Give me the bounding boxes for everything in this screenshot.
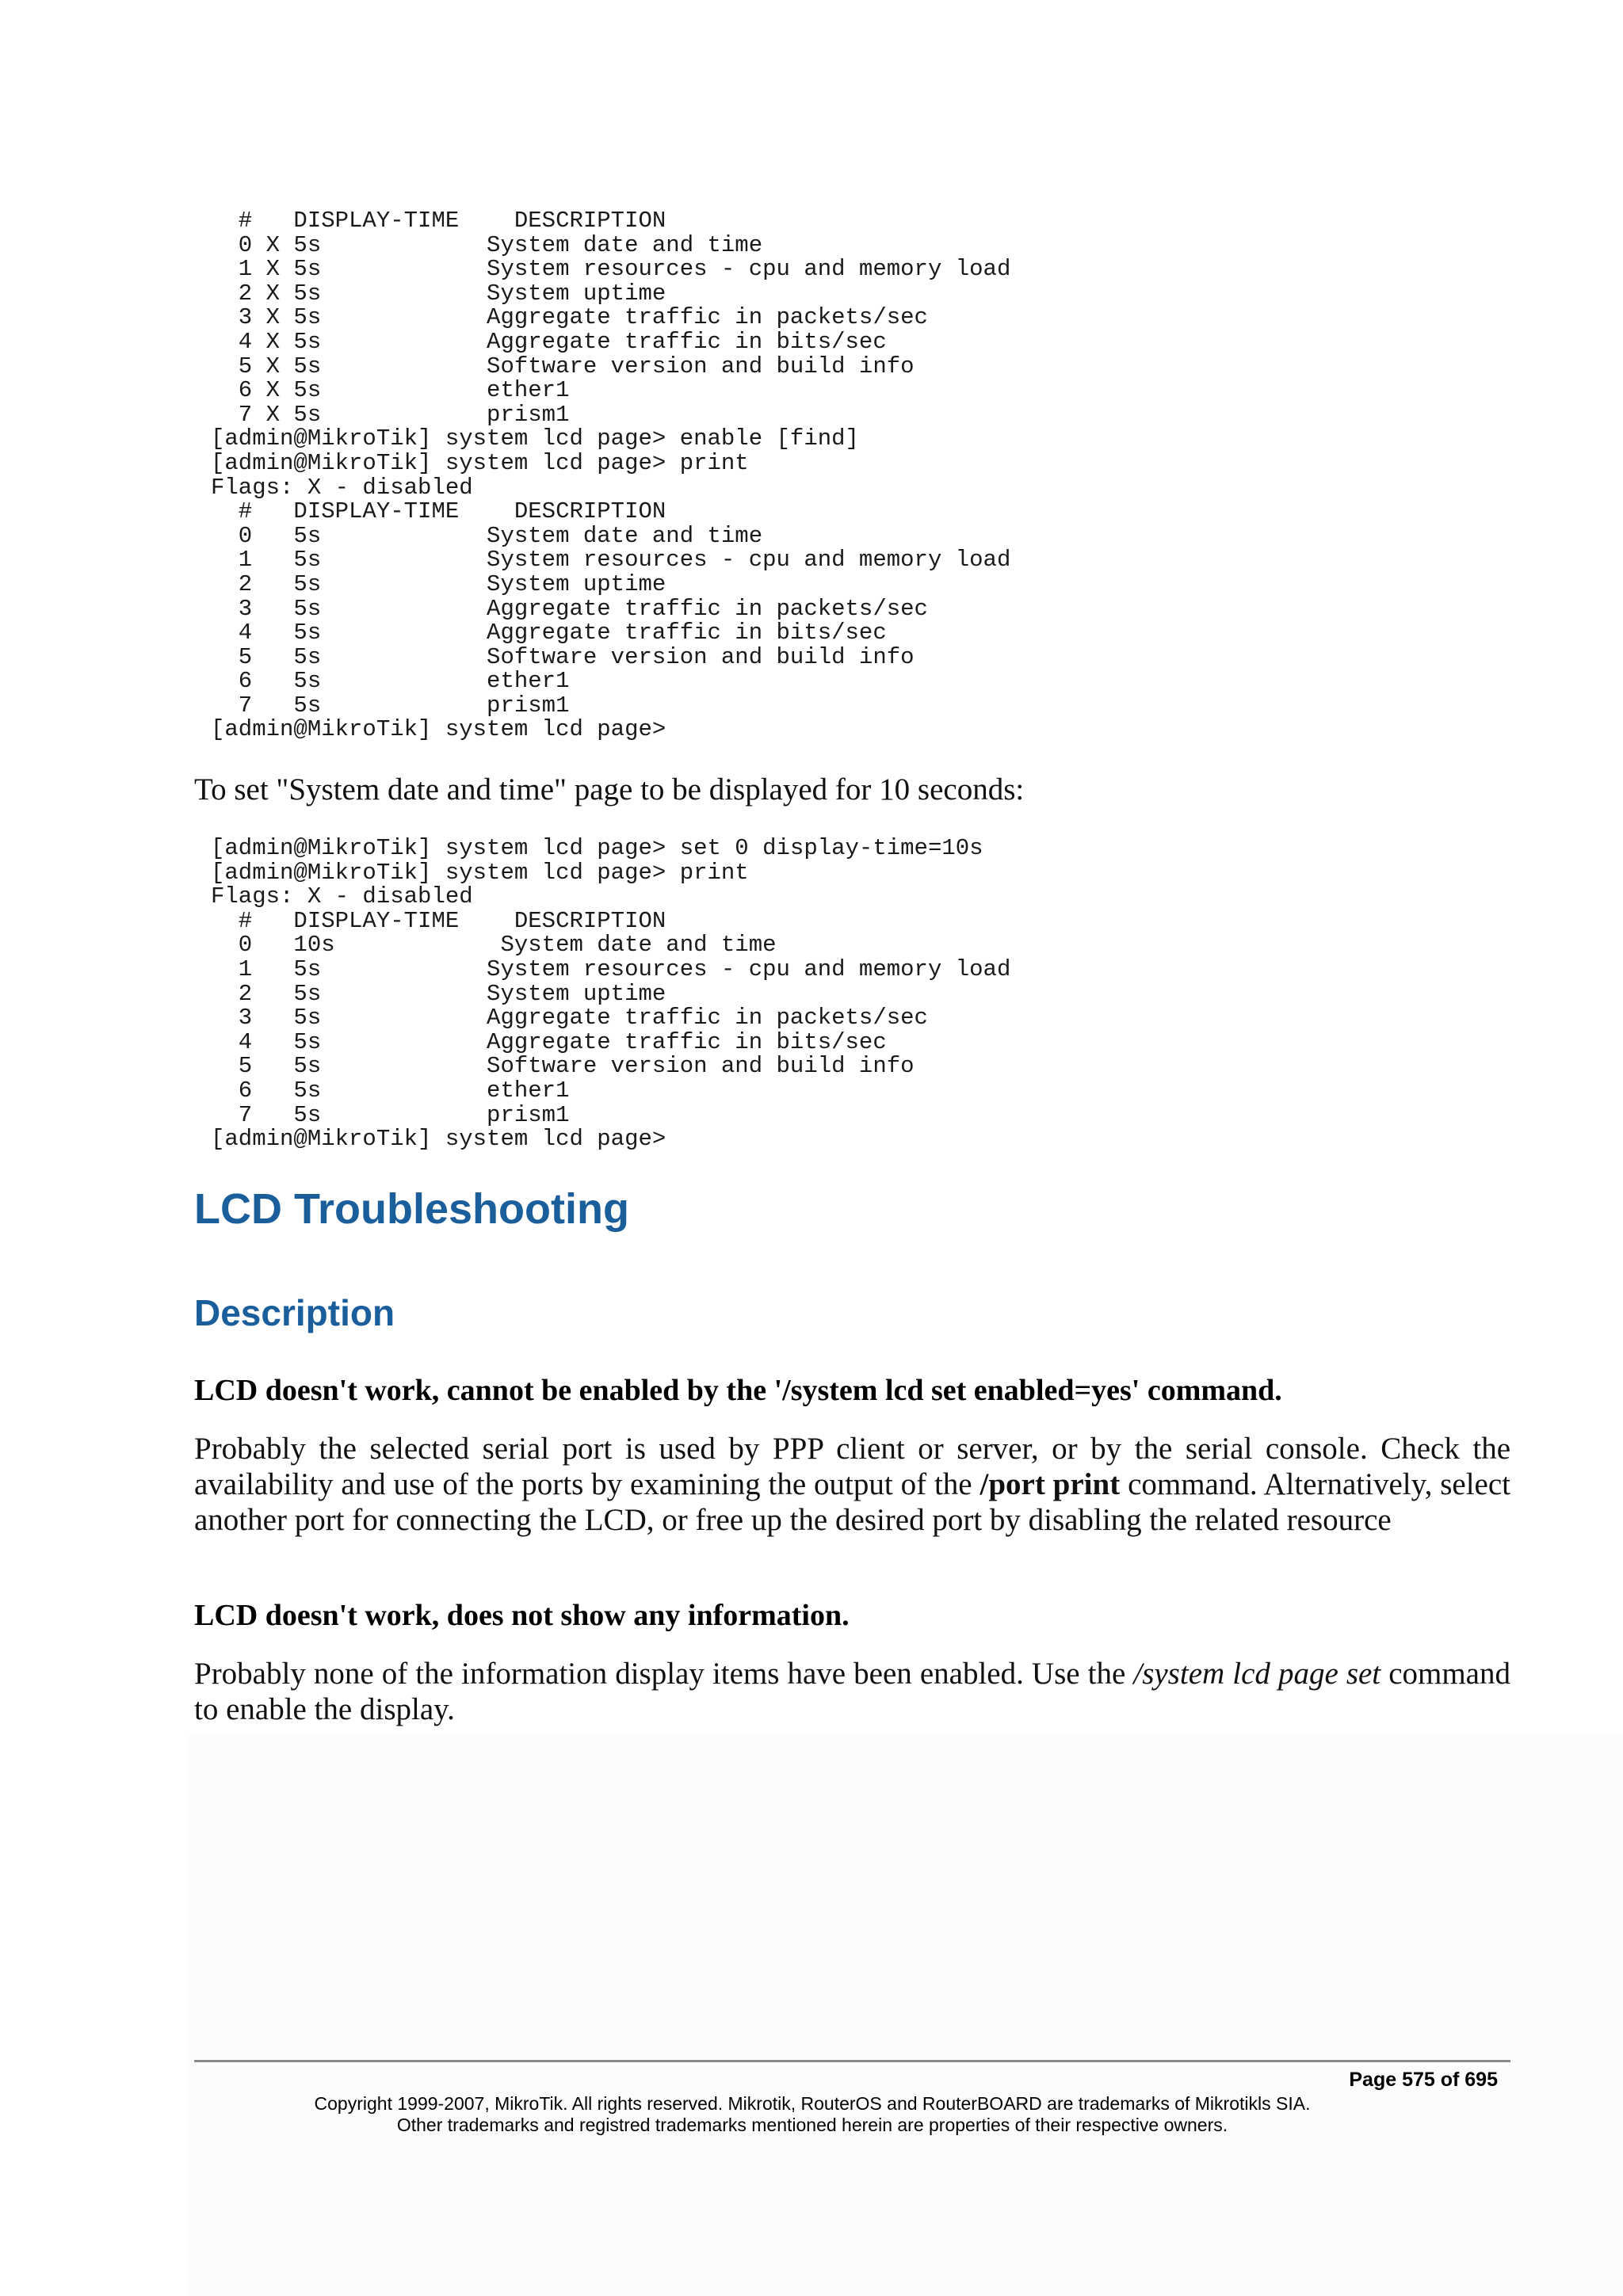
footer-copyright	[194, 2093, 1430, 2136]
issue-1-body	[194, 1431, 1510, 1538]
issue-1-text-after: command. Alternatively, select another port for connecting the LCD, or free up the desired port by disabling the related resource	[194, 1467, 1510, 1537]
issue-2-body	[194, 1656, 1510, 1727]
issue-2-text-after: command to enable the display.	[194, 1657, 1510, 1726]
page-number: Page 575 of 695	[1349, 2069, 1498, 2091]
intro-text: To set "System date and time" page to be displayed for 10 seconds:	[194, 772, 1025, 807]
issue-1-text-before: Probably the selected serial port is used by PPP client or server, or by the serial console. Check the availability and use of the ports by examining the output of the	[194, 1432, 1510, 1501]
code-block-set-display-time: [admin@MikroTik] system lcd page> set 0 display-time=10s [admin@MikroTik] system lcd page> print Flags: X - disabled # DISPLAY-TIME DESCRIPTION 0 10s System date and time 1 5s System resources - cpu and memory load 2 5s System uptime 3 5s Aggregate traffic in packets/sec 4 5s Aggregate traffic in bits/sec 5 5s Software version and build info 6 5s ether1 7 5s prism1 [admin@MikroTik] system lcd page>	[211, 835, 1011, 1153]
issue-2-title: LCD doesn't work, does not show any information.	[194, 1599, 850, 1632]
page-background-tint	[187, 1735, 1623, 2296]
issue-2-command: /system lcd page set	[1133, 1657, 1381, 1691]
issue-1-command: /port print	[980, 1467, 1121, 1501]
issue-1-title: LCD doesn't work, cannot be enabled by the '/system lcd set enabled=yes' command.	[194, 1374, 1282, 1407]
section-title-lcd-troubleshooting: LCD Troubleshooting	[194, 1185, 629, 1233]
code-block-lcd-pages-enable: # DISPLAY-TIME DESCRIPTION 0 X 5s System date and time 1 X 5s System resources - cpu and memory load 2 X 5s System uptime 3 X 5s Aggregate traffic in packets/sec 4 X 5s Aggregate traffic in bits/sec 5 X 5s Software version and build info 6 X 5s ether1 7 X 5s prism1 [admin@MikroTik] system lcd page> enable [find] [admin@MikroTik] system lcd page> print Flags: X - disabled # DISPLAY-TIME DESCRIPTION 0 5s System date and time 1 5s System resources - cpu and memory load 2 5s System uptime 3 5s Aggregate traffic in packets/sec 4 5s Aggregate traffic in bits/sec 5 5s Software version and build info 6 5s ether1 7 5s prism1 [admin@MikroTik] system lcd page>	[211, 208, 1011, 743]
footer-divider	[194, 2060, 1510, 2062]
copyright-line-2: Other trademarks and registred trademarks mentioned herein are properties of their respective owners.	[396, 2115, 1228, 2135]
subsection-title-description: Description	[194, 1292, 395, 1333]
issue-2-text-before: Probably none of the information display items have been enabled. Use the	[194, 1657, 1134, 1691]
copyright-line-1: Copyright 1999-2007, MikroTik. All rights reserved. Mikrotik, RouterOS and RouterBOARD are trademarks of Mikrotikls SIA.	[314, 2093, 1311, 2114]
